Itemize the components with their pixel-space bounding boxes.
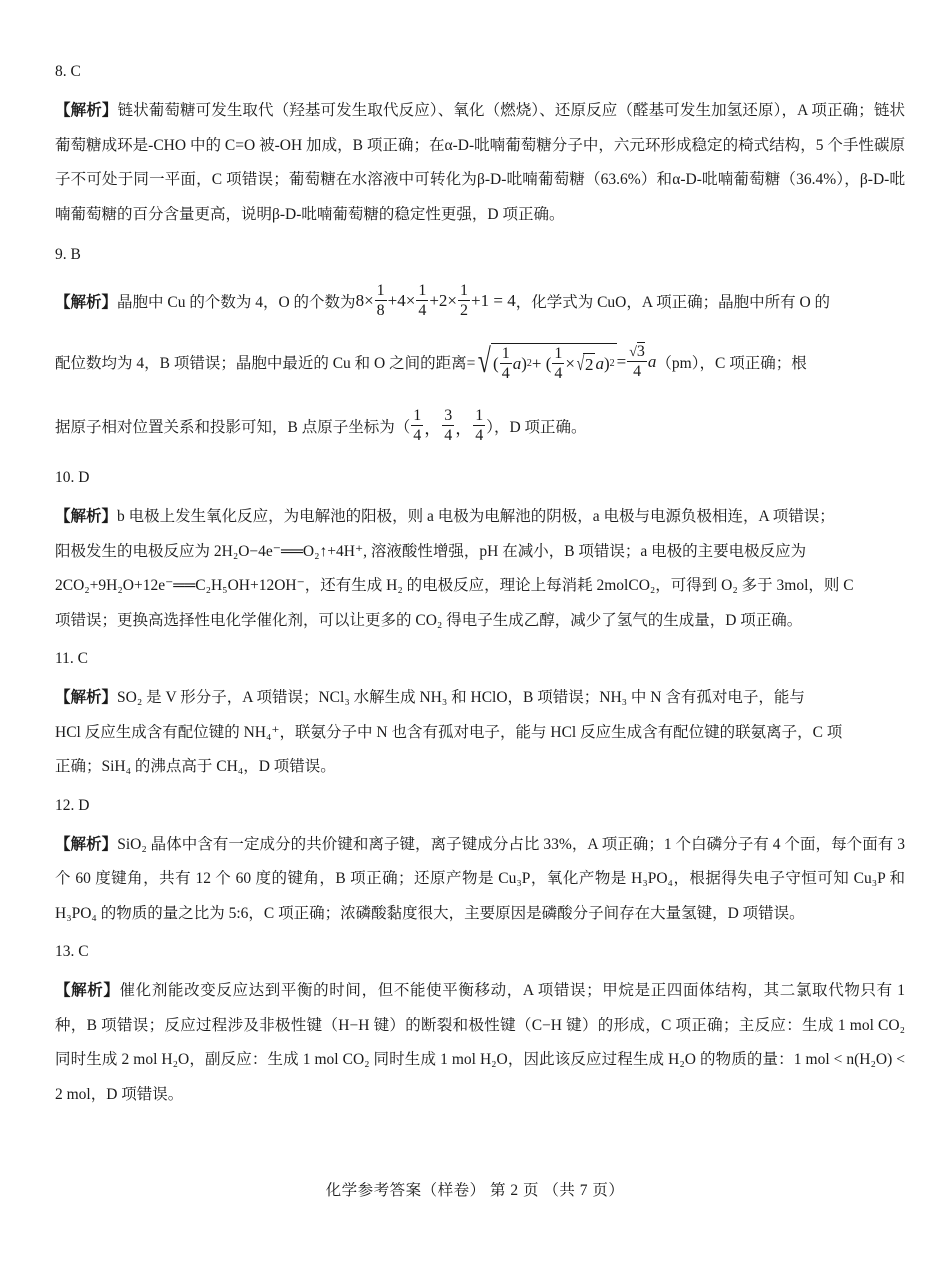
fraction: $\frac{1}{4}$: [418, 281, 427, 319]
explanation-text: 晶胞中 Cu 的个数为 4，O 的个数为: [117, 293, 356, 311]
question-number: 11. C: [55, 650, 89, 667]
question-number: 10. D: [55, 469, 90, 486]
answer-page: [55, 55, 905, 1112]
question-10: [55, 461, 905, 638]
explanation-label: 【解析】: [55, 982, 120, 999]
page-footer: 化学参考答案（样卷） 第 2 页 （共 7 页）: [325, 1182, 625, 1199]
explanation-text: ，化学式为 CuO，A 项正确；晶胞中所有 O 的: [515, 293, 831, 311]
question-9: [55, 238, 905, 457]
fraction: $\frac{1}{8}$: [376, 281, 385, 319]
question-number: 12. D: [55, 796, 90, 814]
question-number: 8. C: [55, 63, 81, 80]
oxygen-count-formula: 8× $\frac{1}{8}$ +4× $\frac{1}{4}$ +2× $\frac{1}{2}$ +1 = 4: [355, 281, 516, 319]
explanation-text: 催化剂能改变反应达到平衡的时间，但不能使平衡移动，A 项错误；甲烷是正四面体结构，其二氯取代物只有 1 种，B 项错误；反应过程涉及非极性键（H−H 键）的断裂和极性键（C−H 键）的形成，C 项正确；主反应：生成 1 mol CO₂ 同时生成 2 mol H₂O，副反应：生成 1 mol CO₂ 同时生成 1 mol H₂O，因此该反应过程生成 H₂O 的物质的量：1 mol < n(H₂O) < 2 mol，D 项错误。: [55, 982, 905, 1103]
question-11: [55, 642, 905, 785]
explanation-text: 据原子相对位置关系和投影可知，B 点原子坐标为（: [55, 419, 411, 436]
explanation: [55, 974, 905, 1112]
square-root: √ ( $\frac{1}{4}$ a ) 2 + ( $\frac{1}{4}$ × √ 2 a ) 2: [478, 343, 615, 382]
atom-coordinates: $\frac{1}{4}$ ， $\frac{3}{4}$ ， $\frac{1}{4}$: [413, 407, 484, 444]
question-number: 13. C: [55, 943, 89, 960]
explanation-text: 配位数均为 4，B 项错误；晶胞中最近的 Cu 和 O 之间的距离=: [55, 355, 476, 372]
question-13: [55, 935, 905, 1112]
explanation-text: ），D 项正确。: [486, 419, 587, 436]
question-8: [55, 55, 905, 232]
explanation-line-1: [55, 272, 905, 329]
fraction: $\frac{√3}{4}$: [629, 343, 645, 380]
explanation-label: 【解析】: [55, 102, 118, 119]
question-12: [55, 789, 905, 932]
explanation-line-2: [55, 329, 905, 395]
explanation-label: 【解析】: [55, 689, 118, 706]
distance-formula: √ ( $\frac{1}{4}$ a ) 2 + ( $\frac{1}{4}$ × √ 2 a ) 2 = $\frac{√3}{4}$ a: [475, 343, 656, 382]
explanation-text: 链状葡萄糖可发生取代（羟基可发生取代反应）、氧化（燃烧）、还原反应（醛基可发生加氢还原），A 项正确；链状葡萄糖成环是-CHO 中的 C=O 被-OH 加成，B 项正确；在α-D-吡喃葡萄糖分子中，六元环形成稳定的椅式结构，5 个手性碳原子不可处于同一平面，C 项错误；葡萄糖在水溶液中可转化为β-D-吡喃葡萄糖（63.6%）和α-D-吡喃葡萄糖（36.4%），β-D-吡喃葡萄糖的百分含量更高，说明β-D-吡喃葡萄糖的稳定性更强，D 项正确。: [55, 102, 905, 223]
explanation-label: 【解析】: [55, 508, 118, 525]
explanation-label: 【解析】: [55, 835, 118, 853]
explanation: [55, 828, 905, 932]
explanation: 【解析】b 电极上发生氧化反应，为电解池的阳极，则 a 电极为电解池的阴极，a 电极与电源负极相连，A 项错误； 阳极发生的电极反应为 2H₂O−4e⁻══O₂↑+4H⁺, 溶液酸性增强，pH 在减小，B 项错误；a 电极的主要电极反应为 2CO₂+9H₂O+12e⁻══C₂H₅OH+12OH⁻，还有生成 H₂ 的电极反应，理论上每消耗 2molCO₂，可得到 O₂ 多于 3mol，则 C 项错误；更换高选择性电化学催化剂，可以让更多的 CO₂ 得电子生成乙醇，减少了氢气的生成量，D 项正确。: [55, 508, 854, 629]
explanation-text: （pm），C 项正确；根: [656, 355, 807, 372]
question-number: 9. B: [55, 246, 81, 263]
explanation: [55, 94, 905, 232]
explanation-label: 【解析】: [55, 293, 118, 311]
fraction: $\frac{1}{2}$: [460, 281, 469, 319]
explanation-line-3: [55, 395, 905, 457]
explanation-text: SiO₂ 晶体中含有一定成分的共价键和离子键，离子键成分占比 33%，A 项正确；1 个白磷分子有 4 个面，每个面有 3 个 60 度键角，共有 12 个 60 度的键角，B 项正确；还原产物是 Cu₃P，氧化产物是 H₃PO₄，根据得失电子守恒可知 Cu₃P 和 H₃PO₄ 的物质的量之比为 5:6，C 项正确；浓磷酸黏度很大，主要原因是磷酸分子间存在大量氢键，D 项错误。: [55, 835, 905, 922]
explanation: 【解析】SO₂ 是 V 形分子，A 项错误；NCl₃ 水解生成 NH₃ 和 HClO，B 项错误；NH₃ 中 N 含有孤对电子，能与 HCl 反应生成含有配位键的 NH₄⁺，联氨分子中 N 也含有孤对电子，能与 HCl 反应生成含有配位键的联氨离子，C 项 正确；SiH₄ 的沸点高于 CH₄，D 项错误。: [55, 689, 843, 775]
